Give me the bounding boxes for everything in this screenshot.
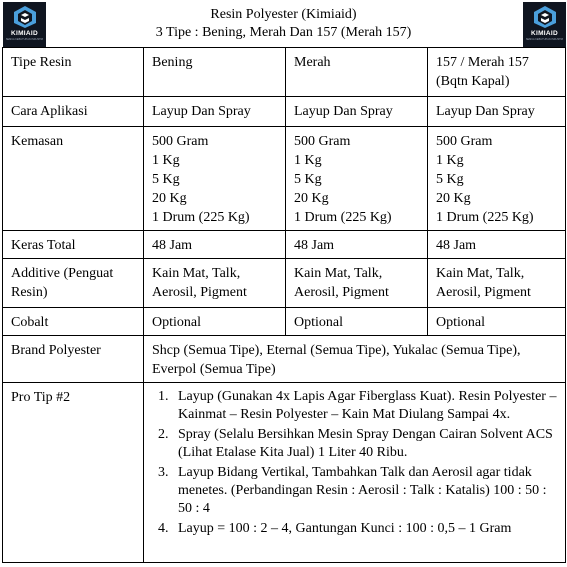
title-line-1: Resin Polyester (Kimiaid) xyxy=(210,7,357,22)
cell-value: Optional xyxy=(286,308,428,336)
row-label: Cobalt xyxy=(3,308,144,336)
kemasan-item: 1 Drum (225 Kg) xyxy=(436,210,534,225)
cell-value: 48 Jam xyxy=(144,231,286,259)
row-label: Kemasan xyxy=(3,127,144,231)
table-row-pro-tip xyxy=(3,383,566,563)
additive-cell xyxy=(286,259,428,308)
row-label: Additive (Penguat Resin) xyxy=(3,259,144,308)
cell-value: Layup Dan Spray xyxy=(144,97,286,127)
brand-list: Shcp (Semua Tipe), Eternal (Semua Tipe), Yukalac (Semua Tipe), Everpol (Semua Tipe) xyxy=(144,336,566,383)
table-row-kemasan xyxy=(3,127,566,231)
title-line-2: 3 Tipe : Bening, Merah Dan 157 (Merah 157) xyxy=(155,25,412,40)
row-label: Tipe Resin xyxy=(3,48,144,97)
kemasan-item: 1 Drum (225 Kg) xyxy=(294,210,392,225)
pro-tip-item: 2. Spray (Selalu Bersihkan Mesin Spray Dengan Cairan Solvent ACS (Lihat Etalase Kita Jual) 1 Liter 40 Ribu. xyxy=(172,426,557,462)
table-row-tipe xyxy=(3,48,566,97)
table-row-additive xyxy=(3,259,566,308)
kemasan-item: 20 Kg xyxy=(436,191,471,206)
additive-line: Kain Mat, Talk, xyxy=(294,266,383,281)
logo-brand-text: KIMIAID xyxy=(530,30,558,37)
page-title xyxy=(0,6,567,42)
kemasan-list xyxy=(144,127,286,231)
row-label: Cara Aplikasi xyxy=(3,97,144,127)
kemasan-item: 1 Kg xyxy=(436,153,464,168)
logo-tagline: SEMUA KEBUTUHAN INDUSTRI xyxy=(525,38,564,41)
table-row-brand xyxy=(3,336,566,383)
kemasan-item: 5 Kg xyxy=(294,172,322,187)
cell-value: Optional xyxy=(144,308,286,336)
pro-tip-item: 4. Layup = 100 : 2 – 4, Gantungan Kunci : 100 : 0,5 – 1 Gram xyxy=(172,520,557,538)
kemasan-list xyxy=(428,127,566,231)
logo-tagline: SEMUA KEBUTUHAN INDUSTRI xyxy=(5,38,44,41)
cell-value: Layup Dan Spray xyxy=(286,97,428,127)
table-row-cobalt xyxy=(3,308,566,336)
kemasan-item: 500 Gram xyxy=(436,134,493,149)
cell-value: Optional xyxy=(428,308,566,336)
additive-line: Kain Mat, Talk, xyxy=(152,266,241,281)
kemasan-item: 20 Kg xyxy=(294,191,329,206)
pro-tip-item: 1. Layup (Gunakan 4x Lapis Agar Fiberglass Kuat). Resin Polyester – Kainmat – Resin Polyester – Kain Mat Diulang Sampai 4x. xyxy=(172,388,557,424)
pro-tip-item: 3. Layup Bidang Vertikal, Tambahkan Talk dan Aerosil agar tidak menetes. (Perbandingan Resin : Aerosil : Talk : Katalis) 100 : 50 : 50 : 4 xyxy=(172,464,557,518)
additive-line: Kain Mat, Talk, xyxy=(436,266,525,281)
kemasan-list xyxy=(286,127,428,231)
kemasan-item: 5 Kg xyxy=(436,172,464,187)
cell-value: 48 Jam xyxy=(286,231,428,259)
cell-157-line-2: (Bqtn Kapal) xyxy=(436,74,510,89)
kemasan-item: 500 Gram xyxy=(294,134,351,149)
table-row-keras-total xyxy=(3,231,566,259)
additive-line: Aerosil, Pigment xyxy=(152,285,247,300)
additive-line: Aerosil, Pigment xyxy=(294,285,389,300)
additive-cell xyxy=(144,259,286,308)
pro-tip-cell xyxy=(144,383,566,563)
row-label: Pro Tip #2 xyxy=(3,383,144,563)
table-row-cara-aplikasi xyxy=(3,97,566,127)
kemasan-item: 5 Kg xyxy=(152,172,180,187)
cell-value: Layup Dan Spray xyxy=(428,97,566,127)
kemasan-item: 1 Drum (225 Kg) xyxy=(152,210,250,225)
additive-cell xyxy=(428,259,566,308)
kemasan-item: 1 Kg xyxy=(152,153,180,168)
pro-tip-list xyxy=(152,388,557,538)
additive-line: Aerosil, Pigment xyxy=(436,285,531,300)
cell-157-line-1: 157 / Merah 157 xyxy=(436,55,529,70)
row-label: Brand Polyester xyxy=(3,336,144,383)
row-label: Keras Total xyxy=(3,231,144,259)
cell-value: 48 Jam xyxy=(428,231,566,259)
kemasan-item: 1 Kg xyxy=(294,153,322,168)
cell-157 xyxy=(428,48,566,97)
cell-merah: Merah xyxy=(286,48,428,97)
kemasan-item: 500 Gram xyxy=(152,134,209,149)
logo-brand-text: KIMIAID xyxy=(10,30,38,37)
kemasan-item: 20 Kg xyxy=(152,191,187,206)
resin-spec-table xyxy=(2,47,566,563)
cell-bening: Bening xyxy=(144,48,286,97)
